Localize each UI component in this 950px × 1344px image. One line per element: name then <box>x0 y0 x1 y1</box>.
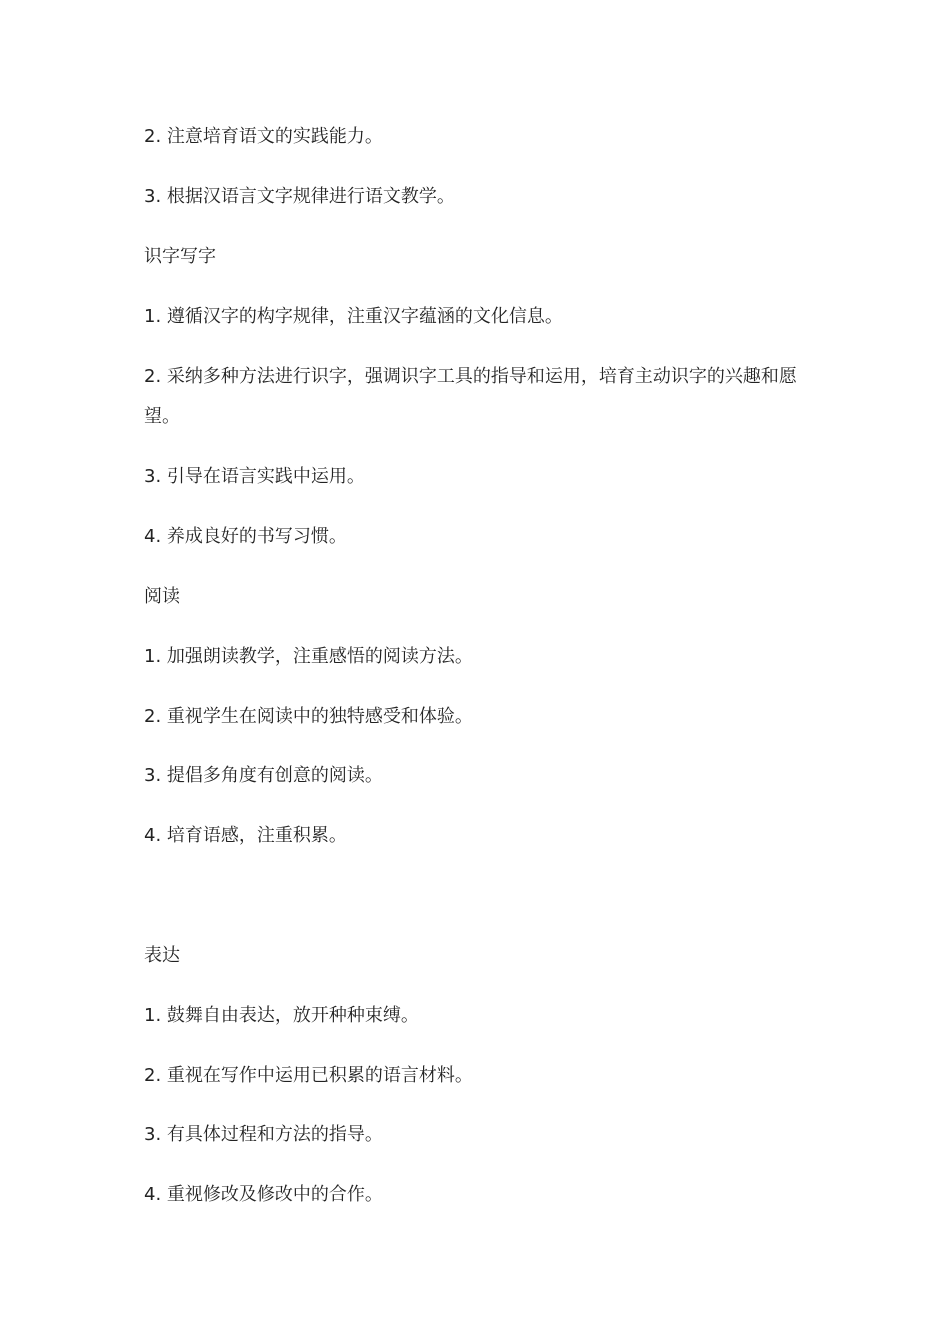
paragraph: 1. 遵循汉字的构字规律，注重汉字蕴涵的文化信息。 <box>144 306 563 327</box>
section-heading: 识字写字 <box>144 246 216 267</box>
paragraph: 1. 鼓舞自由表达，放开种种束缚。 <box>144 1005 419 1026</box>
paragraph: 4. 重视修改及修改中的合作。 <box>144 1184 383 1205</box>
paragraph: 3. 有具体过程和方法的指导。 <box>144 1124 383 1145</box>
paragraph: 3. 根据汉语言文字规律进行语文教学。 <box>144 186 455 207</box>
paragraph: 3. 引导在语言实践中运用。 <box>144 466 365 487</box>
paragraph: 2. 采纳多种方法进行识字，强调识字工具的指导和运用，培育主动识字的兴趣和愿望。 <box>144 366 797 427</box>
paragraph: 4. 培育语感，注重积累。 <box>144 825 347 846</box>
paragraph: 2. 重视在写作中运用已积累的语言材料。 <box>144 1065 473 1086</box>
paragraph: 1. 加强朗读教学，注重感悟的阅读方法。 <box>144 646 473 667</box>
section-heading: 阅读 <box>144 586 180 607</box>
paragraph: 3. 提倡多角度有创意的阅读。 <box>144 765 383 786</box>
paragraph: 2. 重视学生在阅读中的独特感受和体验。 <box>144 706 473 727</box>
paragraph: 4. 养成良好的书写习惯。 <box>144 526 347 547</box>
section-heading: 表达 <box>144 945 180 966</box>
paragraph: 2. 注意培育语文的实践能力。 <box>144 126 383 147</box>
